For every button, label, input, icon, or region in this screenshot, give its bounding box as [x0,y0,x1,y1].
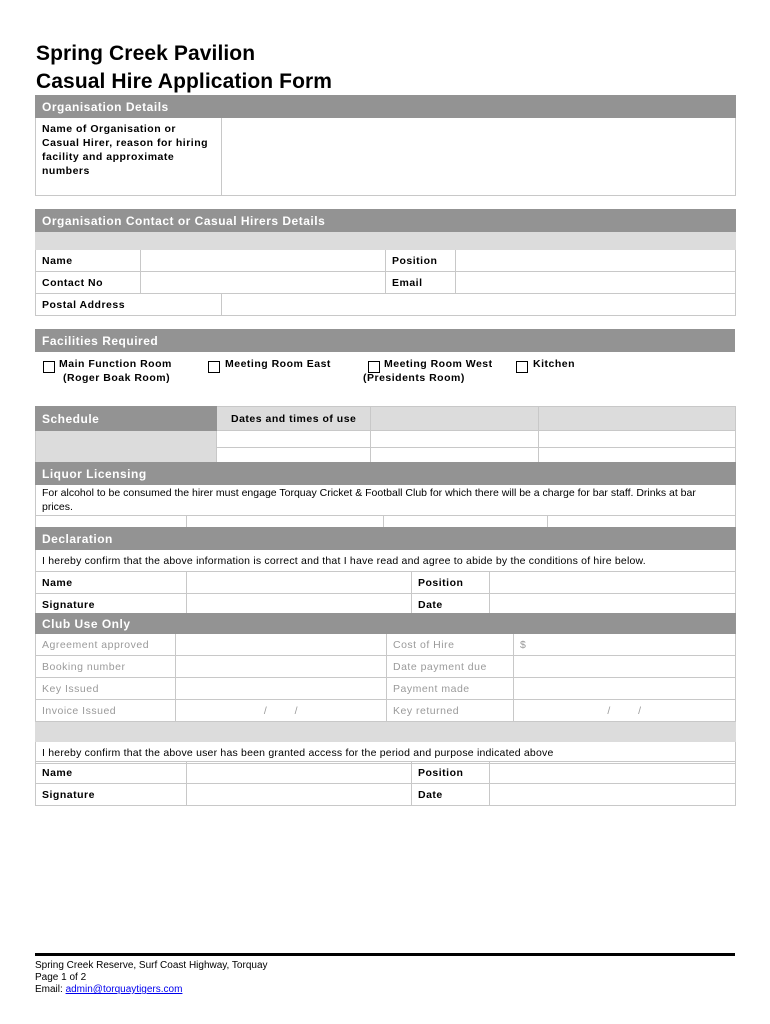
key-issued-field[interactable] [176,678,387,700]
declaration-signature-label: Signature [36,594,187,616]
invoice-issued-label: Invoice Issued [36,700,176,722]
form-title-line2: Casual Hire Application Form [36,70,333,93]
key-issued-label: Key Issued [36,678,176,700]
footer-page-number: Page 1 of 2 [35,972,87,983]
schedule-header-cell [539,407,736,431]
contact-no-field[interactable] [141,272,386,294]
contact-position-field[interactable] [456,250,736,272]
facility-meeting-room-west [363,357,493,385]
declaration-position-label: Position [412,572,490,594]
payment-made-field[interactable] [514,678,736,700]
footer-divider [35,953,735,956]
schedule-entry-cell[interactable] [539,448,736,463]
dates-times-label: Dates and times of use [217,407,371,431]
facilities-options [35,353,735,394]
declaration-position-field[interactable] [490,572,736,594]
footer [35,960,268,996]
form-title-line1: Spring Creek Pavilion [36,42,256,65]
footer-address: Spring Creek Reserve, Surf Coast Highway, Torquay [35,960,268,971]
payment-made-label: Payment made [387,678,514,700]
date-payment-due-field[interactable] [514,656,736,678]
contact-details-header: Organisation Contact or Casual Hirers Details [36,210,736,232]
contact-email-label: Email [386,272,456,294]
liquor-licensing-text: For alcohol to be consumed the hirer must engage Torquay Cricket & Football Club for which there will be a charge for bar staff. Drinks at bar prices. [36,485,736,516]
footer-email-link[interactable]: admin@torquaytigers.com [65,984,183,995]
booking-number-field[interactable] [176,656,387,678]
club-use-table [35,613,736,764]
organisation-details-table [35,95,736,196]
postal-address-field[interactable] [222,294,736,316]
facility-main-function-room [59,357,172,385]
facility-label: Meeting Room East [225,358,331,370]
footer-email-line [35,984,268,996]
contact-email-field[interactable] [456,272,736,294]
facility-sublabel: (Roger Boak Room) [63,372,171,384]
club-position-label: Position [412,762,490,784]
contact-details-table [35,209,736,316]
booking-number-label: Booking number [36,656,176,678]
cost-of-hire-label: Cost of Hire [387,634,514,656]
declaration-table [35,527,736,616]
key-returned-label: Key returned [387,700,514,722]
contact-name-field[interactable] [141,250,386,272]
schedule-entry-cell[interactable] [539,431,736,448]
club-signature-label: Signature [36,784,187,806]
club-date-label: Date [412,784,490,806]
schedule-header: Schedule [36,407,217,431]
organisation-details-header: Organisation Details [36,96,736,118]
cost-of-hire-field[interactable]: $ [514,634,736,656]
schedule-entry-cell[interactable] [217,431,371,448]
invoice-issued-field[interactable]: / / [176,700,387,722]
liquor-licensing-table [35,462,736,528]
liquor-cell [384,516,548,528]
facilities-header: Facilities Required [36,330,735,352]
postal-address-label: Postal Address [36,294,222,316]
declaration-name-label: Name [36,572,187,594]
contact-band [36,232,736,250]
agreement-approved-label: Agreement approved [36,634,176,656]
facility-meeting-room-east [225,357,331,371]
schedule-entry-cell[interactable] [371,448,539,463]
club-signoff-table [35,761,736,806]
schedule-entry-cell[interactable] [371,431,539,448]
declaration-text: I hereby confirm that the above information is correct and that I have read and agree to abide by the conditions of hire below. [36,550,736,572]
footer-email-label: Email: [35,984,66,995]
facility-sublabel: (Presidents Room) [363,372,465,384]
facility-kitchen [533,357,575,371]
organisation-name-field[interactable] [222,118,736,196]
liquor-cell [187,516,384,528]
kitchen-checkbox[interactable] [516,361,528,373]
contact-no-label: Contact No [36,272,141,294]
club-name-label: Name [36,762,187,784]
facility-label: Kitchen [533,358,576,370]
club-position-field[interactable] [490,762,736,784]
club-confirm-text: I hereby confirm that the above user has been granted access for the period and purpose indicated above [36,742,736,764]
club-use-header: Club Use Only [36,614,736,634]
club-date-field[interactable] [490,784,736,806]
contact-position-label: Position [386,250,456,272]
schedule-label-cell [36,431,217,463]
declaration-name-field[interactable] [187,572,412,594]
club-signature-field[interactable] [187,784,412,806]
main-function-room-checkbox[interactable] [43,361,55,373]
facility-label: Meeting Room West [384,358,493,370]
schedule-header-cell [371,407,539,431]
liquor-cell [36,516,187,528]
liquor-cell [548,516,736,528]
schedule-entry-cell[interactable] [217,448,371,463]
club-band [36,722,736,742]
schedule-table [35,406,736,463]
date-payment-due-label: Date payment due [387,656,514,678]
key-returned-field[interactable]: / / [514,700,736,722]
meeting-room-east-checkbox[interactable] [208,361,220,373]
declaration-header: Declaration [36,528,736,550]
facility-label: Main Function Room [59,358,172,370]
organisation-name-label: Name of Organisation or Casual Hirer, reason for hiring facility and approximate numbers [36,118,222,196]
club-name-field[interactable] [187,762,412,784]
declaration-date-label: Date [412,594,490,616]
facilities-table [35,329,735,352]
liquor-licensing-header: Liquor Licensing [36,463,736,485]
contact-name-label: Name [36,250,141,272]
agreement-approved-field[interactable] [176,634,387,656]
